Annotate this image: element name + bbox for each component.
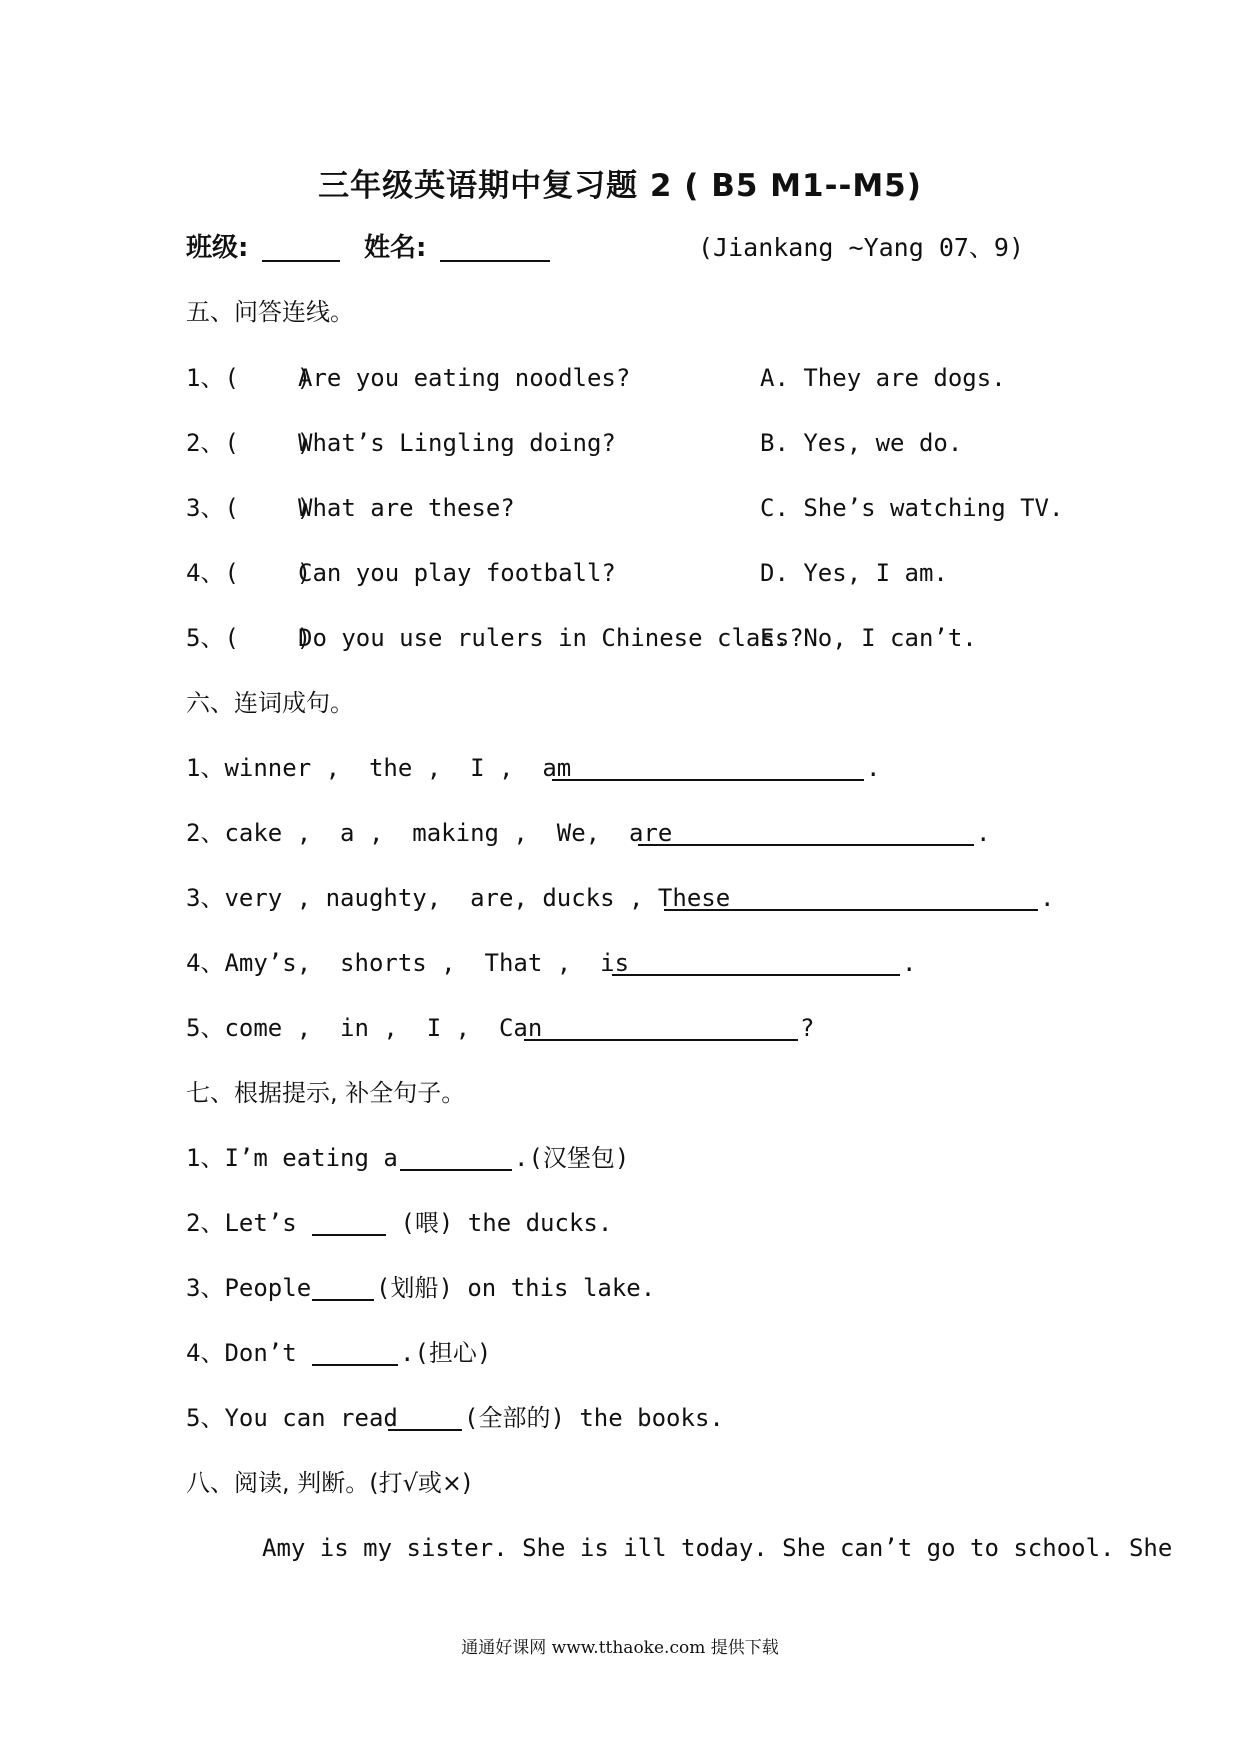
s7-item1-before: 1、I’m eating a [186, 1144, 413, 1172]
s6-item1-blank[interactable] [552, 757, 864, 781]
s6-item1-words: 1、winner , the , I , am [186, 754, 572, 782]
answer-c: C. She’s watching TV. [760, 494, 1064, 522]
s6-item4-words: 4、Amy’s, shorts , That , is [186, 949, 630, 977]
s7-item3-blank[interactable] [312, 1277, 374, 1301]
q4-text: Can you play football? [298, 559, 616, 587]
answer-b: B. Yes, we do. [760, 429, 963, 457]
s7-item5-blank[interactable] [388, 1407, 462, 1431]
s7-item5-before: 5、You can read [186, 1404, 413, 1432]
s7-item1-blank[interactable] [400, 1147, 512, 1171]
s7-item3-before: 3、People [186, 1274, 326, 1302]
s6-item3-words: 3、very , naughty, are, ducks , These [186, 884, 731, 912]
s7-item1-after: .(汉堡包) [514, 1144, 630, 1172]
s6-item1-end: . [866, 754, 881, 782]
s6-item3-end: . [1040, 884, 1055, 912]
class-blank[interactable] [262, 238, 340, 262]
section6-heading: 六、连词成句。 [186, 689, 354, 717]
q2-text: What’s Lingling doing? [298, 429, 616, 457]
q4-number[interactable]: 4、( ) [186, 559, 312, 587]
author-note: (Jiankang ~Yang 07、9) [698, 233, 1025, 262]
answer-a: A. They are dogs. [760, 364, 1006, 392]
section7-heading: 七、根据提示, 补全句子。 [186, 1079, 466, 1107]
reading-passage: Amy is my sister. She is ill today. She can’t go to school. She [262, 1534, 1173, 1562]
s7-item2-after: (喂) the ducks. [386, 1209, 613, 1237]
q1-text: Are you eating noodles? [298, 364, 631, 392]
s6-item3-blank[interactable] [664, 887, 1038, 911]
answer-d: D. Yes, I am. [760, 559, 948, 587]
s7-item3-after: (划船) on this lake. [376, 1274, 656, 1302]
s6-item2-end: . [976, 819, 991, 847]
s6-item2-blank[interactable] [638, 822, 974, 846]
section5-heading: 五、问答连线。 [186, 298, 354, 326]
name-blank[interactable] [440, 238, 550, 262]
s6-item2-words: 2、cake , a , making , We, are [186, 819, 673, 847]
s7-item4-before: 4、Don’t [186, 1339, 312, 1367]
q5-number[interactable]: 5、( ) [186, 624, 312, 652]
q2-number[interactable]: 2、( ) [186, 429, 312, 457]
name-label: 姓名: [364, 233, 427, 263]
s6-item4-end: . [902, 949, 917, 977]
class-label: 班级: [186, 233, 249, 263]
page-title: 三年级英语期中复习题 2 ( B5 M1--M5) [318, 168, 922, 204]
q5-text: Do you use rulers in Chinese class? [298, 624, 804, 652]
q3-text: What are these? [298, 494, 515, 522]
s7-item4-after: .(担心) [400, 1339, 492, 1367]
q3-number[interactable]: 3、( ) [186, 494, 312, 522]
answer-e: E. No, I can’t. [760, 624, 977, 652]
section8-heading: 八、阅读, 判断。(打√或×) [186, 1469, 472, 1497]
s6-item5-end: ? [800, 1014, 815, 1042]
s7-item4-blank[interactable] [312, 1342, 398, 1366]
s6-item4-blank[interactable] [612, 952, 900, 976]
s6-item5-blank[interactable] [524, 1017, 798, 1041]
q1-number[interactable]: 1、( ) [186, 364, 312, 392]
s6-item5-words: 5、come , in , I , Can [186, 1014, 543, 1042]
s7-item2-blank[interactable] [312, 1212, 386, 1236]
page-footer: 通通好课网 www.tthaoke.com 提供下载 [461, 1638, 779, 1658]
s7-item2-before: 2、Let’s [186, 1209, 312, 1237]
s7-item5-after: (全部的) the books. [464, 1404, 724, 1432]
